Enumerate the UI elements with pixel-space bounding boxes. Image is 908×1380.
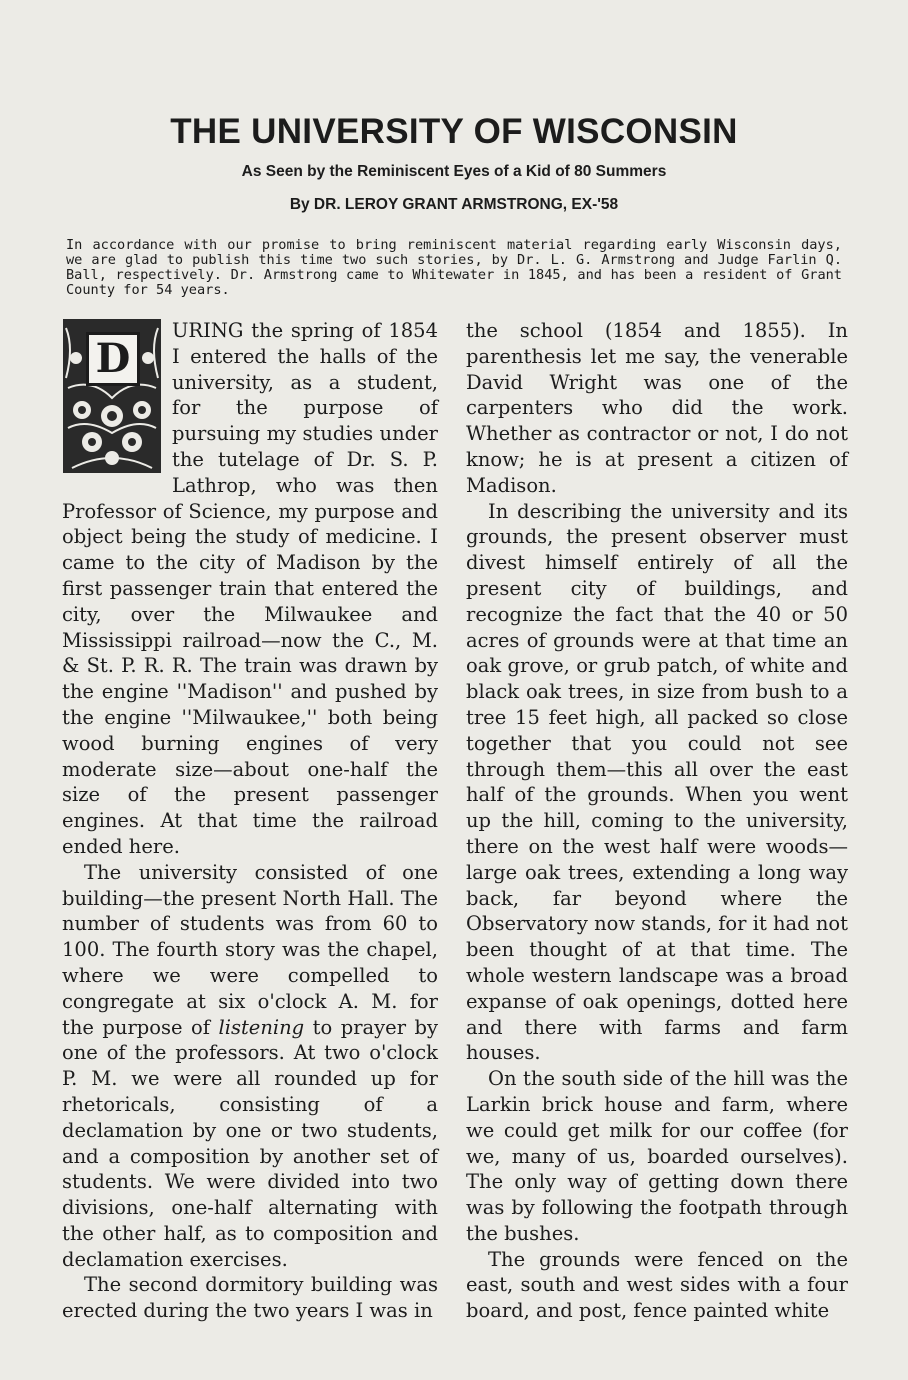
article-title: THE UNIVERSITY OF WISCONSIN	[170, 112, 738, 151]
paragraph-2-text-a: The university consisted of one building—the present North Hall. The number of students was from 60 to 100. The fourth story was the chapel, where we were compelled to congregate at six o'clock A. M. for the purpose of	[62, 860, 438, 1039]
article-subtitle: As Seen by the Reminiscent Eyes of a Kid of 80 Summers	[241, 163, 667, 180]
paragraph-3-continued: the school (1854 and 1855). In parenthesis let me say, the venerable David Wright was one of the carpenters who did the work. Whether as contractor or not, I do not know; he is at present a citizen of Madison.	[466, 319, 848, 497]
paragraph-4: In describing the university and its grounds, the present observer must divest himself entirely of all the present city of buildings, and recognize the fact that the 40 or 50 acres of grounds were at that time an oak grove, or grub patch, of white and black oak trees, in size from bush to a tree 15 feet high, all packed so close together that you could not see through them—this all over the east half of the grounds. When you went up the hill, coming to the university, there on the west half were woods—large oak trees, extending a long way back, far beyond where the Observatory now stands, for it had not been thought of at that time. The whole western landscape was a broad expanse of oak openings, dotted here and there with farms and farm houses.	[466, 499, 848, 1065]
dropcap-ornament	[62, 318, 162, 474]
dropcap-letter: D	[86, 332, 140, 386]
right-column	[466, 318, 848, 1324]
paragraph-6: The grounds were fenced on the east, south and west sides with a four board, and post, fence painted white	[466, 1247, 848, 1323]
author-byline: By DR. LEROY GRANT ARMSTRONG, EX-'58	[289, 196, 619, 213]
paragraph-1	[62, 318, 438, 860]
editor-intro: In accordance with our promise to bring reminiscent material regarding early Wisconsin days, we are glad to publish this time two such stories, by Dr. L. G. Armstrong and Judge Farlin Q. Ball, respectively. Dr. Armstrong came to Whitewater in 1845, and has been a resident of Grant County for 54 years.	[66, 237, 842, 298]
paragraph-3-start: The second dormitory building was erected during the two years I was in	[62, 1273, 438, 1323]
paragraph-5: On the south side of the hill was the Larkin brick house and farm, where we could get milk for our coffee (for we, many of us, boarded ourselves). The only way of getting down there was by following the footpath through the bushes.	[466, 1067, 848, 1245]
paragraph-2-text-b: to prayer by one of the professors. At two o'clock P. M. we were all rounded up for rhetoricals, consisting of a declamation by one or two students, and a composition by another set of students. We were divided into two divisions, one-half alternating with the other half, as to composition and declamation exercises.	[62, 1015, 438, 1271]
paragraph-2	[62, 860, 438, 1273]
emphasized-word: listening	[218, 1015, 305, 1039]
left-column	[62, 318, 438, 1324]
paragraph-1-text: URING the spring of 1854 I entered the halls of the university, as a student, for the purpose of pursuing my studies under the tutelage of Dr. S. P. Lathrop, who was then Professor of Science, my purpose and object being the study of medicine. I came to the city of Madison by the first passenger train that entered the city, over the Milwaukee and Mississippi railroad—now the C., M. & St. P. R. R. The train was drawn by the engine ''Madison'' and pushed by the engine ''Milwaukee,'' both being wood burning engines of very moderate size—about one-half the size of the present passenger engines. At that time the railroad ended here.	[62, 319, 438, 858]
